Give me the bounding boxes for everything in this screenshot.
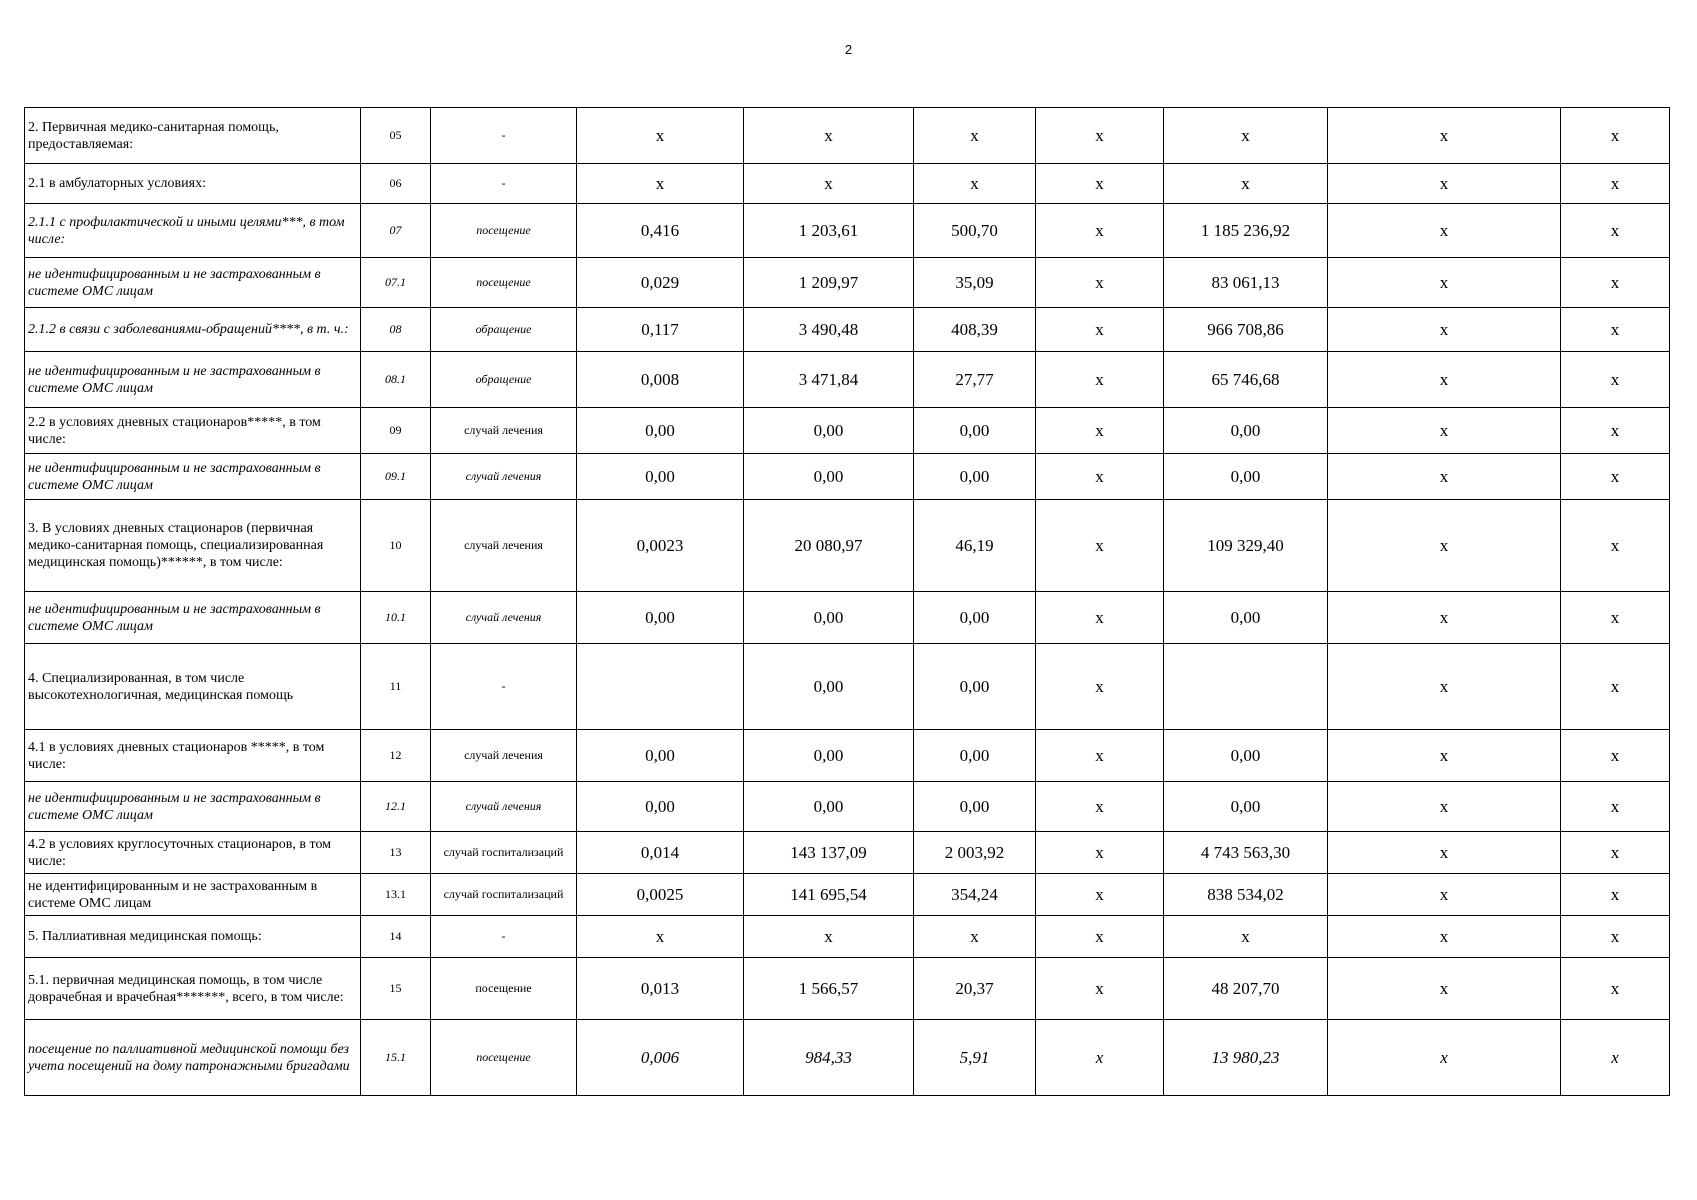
row-unit-cell: -	[431, 916, 577, 958]
row-unit-cell: случай госпитализаций	[431, 832, 577, 874]
value-cell: x	[1328, 164, 1561, 204]
value-cell: x	[1328, 874, 1561, 916]
row-name-cell: не идентифицированным и не застрахованным в системе ОМС лицам	[25, 782, 361, 832]
value-cell: x	[1561, 782, 1670, 832]
table-row	[25, 500, 1670, 592]
row-code-cell: 15	[361, 958, 431, 1020]
value-cell: 0,00	[1164, 782, 1328, 832]
value-cell: 13 980,23	[1164, 1020, 1328, 1096]
value-cell: 0,0025	[577, 874, 744, 916]
table-row	[25, 874, 1670, 916]
value-cell: x	[1328, 408, 1561, 454]
value-cell: 0,00	[744, 644, 914, 730]
value-cell: 0,00	[744, 408, 914, 454]
value-cell: x	[1328, 1020, 1561, 1096]
value-cell: 0,00	[914, 782, 1036, 832]
value-cell: 354,24	[914, 874, 1036, 916]
value-cell: x	[1036, 730, 1164, 782]
value-cell: 0,00	[1164, 592, 1328, 644]
value-cell: x	[1561, 730, 1670, 782]
value-cell: 0,00	[744, 782, 914, 832]
table-row	[25, 164, 1670, 204]
value-cell: x	[1036, 352, 1164, 408]
table-row	[25, 916, 1670, 958]
value-cell: x	[914, 164, 1036, 204]
value-cell: 0,008	[577, 352, 744, 408]
value-cell: 500,70	[914, 204, 1036, 258]
value-cell: x	[1328, 958, 1561, 1020]
value-cell: x	[914, 916, 1036, 958]
value-cell: 0,00	[744, 730, 914, 782]
value-cell: x	[1036, 592, 1164, 644]
value-cell: x	[1036, 164, 1164, 204]
row-unit-cell: обращение	[431, 352, 577, 408]
value-cell: x	[1328, 308, 1561, 352]
value-cell: 0,00	[914, 408, 1036, 454]
value-cell: x	[1561, 592, 1670, 644]
value-cell: 3 471,84	[744, 352, 914, 408]
row-code-cell: 12	[361, 730, 431, 782]
value-cell: 0,029	[577, 258, 744, 308]
row-unit-cell: посещение	[431, 958, 577, 1020]
value-cell: x	[577, 916, 744, 958]
value-cell: 0,416	[577, 204, 744, 258]
row-name-cell: не идентифицированным и не застрахованным в системе ОМС лицам	[25, 874, 361, 916]
value-cell: 0,00	[1164, 408, 1328, 454]
row-unit-cell: -	[431, 164, 577, 204]
value-cell: 1 185 236,92	[1164, 204, 1328, 258]
table-row	[25, 454, 1670, 500]
value-cell: 0,00	[744, 592, 914, 644]
value-cell: 83 061,13	[1164, 258, 1328, 308]
value-cell: x	[1561, 308, 1670, 352]
row-unit-cell: случай лечения	[431, 408, 577, 454]
row-unit-cell: случай лечения	[431, 592, 577, 644]
row-unit-cell: случай лечения	[431, 730, 577, 782]
value-cell: 4 743 563,30	[1164, 832, 1328, 874]
value-cell: x	[1036, 204, 1164, 258]
row-name-cell: не идентифицированным и не застрахованным в системе ОМС лицам	[25, 454, 361, 500]
value-cell: 984,33	[744, 1020, 914, 1096]
value-cell: 27,77	[914, 352, 1036, 408]
value-cell: 35,09	[914, 258, 1036, 308]
table-row	[25, 832, 1670, 874]
row-name-cell: 4. Специализированная, в том числе высокотехнологичная, медицинская помощь	[25, 644, 361, 730]
table-row	[25, 352, 1670, 408]
value-cell: x	[1036, 782, 1164, 832]
row-code-cell: 08.1	[361, 352, 431, 408]
value-cell: x	[1036, 874, 1164, 916]
row-name-cell: 2.1 в амбулаторных условиях:	[25, 164, 361, 204]
value-cell: 1 209,97	[744, 258, 914, 308]
row-unit-cell: случай лечения	[431, 500, 577, 592]
value-cell: x	[1328, 500, 1561, 592]
row-name-cell: 4.1 в условиях дневных стационаров *****, в том числе:	[25, 730, 361, 782]
value-cell: x	[1561, 108, 1670, 164]
table-row	[25, 408, 1670, 454]
value-cell: 838 534,02	[1164, 874, 1328, 916]
value-cell: x	[1036, 916, 1164, 958]
row-code-cell: 13.1	[361, 874, 431, 916]
row-unit-cell: случай лечения	[431, 454, 577, 500]
table-body	[25, 108, 1670, 1096]
value-cell: x	[744, 916, 914, 958]
value-cell: 0,00	[577, 730, 744, 782]
table-row	[25, 1020, 1670, 1096]
row-name-cell: не идентифицированным и не застрахованным в системе ОМС лицам	[25, 352, 361, 408]
value-cell: 0,014	[577, 832, 744, 874]
value-cell: x	[1036, 644, 1164, 730]
value-cell: 3 490,48	[744, 308, 914, 352]
row-unit-cell: случай лечения	[431, 782, 577, 832]
value-cell: x	[1561, 832, 1670, 874]
value-cell: x	[1036, 108, 1164, 164]
value-cell: 48 207,70	[1164, 958, 1328, 1020]
table-row	[25, 258, 1670, 308]
row-code-cell: 09	[361, 408, 431, 454]
value-cell: x	[1561, 204, 1670, 258]
value-cell: x	[1561, 352, 1670, 408]
table-row	[25, 644, 1670, 730]
row-code-cell: 09.1	[361, 454, 431, 500]
value-cell: 20 080,97	[744, 500, 914, 592]
value-cell: 109 329,40	[1164, 500, 1328, 592]
value-cell: 0,00	[577, 592, 744, 644]
table-row	[25, 958, 1670, 1020]
value-cell: 20,37	[914, 958, 1036, 1020]
value-cell: x	[1164, 108, 1328, 164]
row-code-cell: 06	[361, 164, 431, 204]
value-cell: 65 746,68	[1164, 352, 1328, 408]
value-cell: 0,00	[577, 782, 744, 832]
value-cell	[577, 644, 744, 730]
value-cell: x	[744, 164, 914, 204]
row-unit-cell: посещение	[431, 204, 577, 258]
value-cell: 0,006	[577, 1020, 744, 1096]
row-name-cell: 3. В условиях дневных стационаров (первичная медико-санитарная помощь, специализированная медицинская помощь)******, в том числе:	[25, 500, 361, 592]
value-cell: x	[1328, 108, 1561, 164]
value-cell: 0,0023	[577, 500, 744, 592]
row-unit-cell: -	[431, 644, 577, 730]
table-row	[25, 108, 1670, 164]
table-row	[25, 592, 1670, 644]
value-cell: 46,19	[914, 500, 1036, 592]
row-unit-cell: -	[431, 108, 577, 164]
row-name-cell: 2.1.1 с профилактической и иными целями***, в том числе:	[25, 204, 361, 258]
table-row	[25, 308, 1670, 352]
value-cell: x	[577, 164, 744, 204]
value-cell: 0,00	[1164, 730, 1328, 782]
value-cell: x	[1164, 916, 1328, 958]
row-name-cell: 2.1.2 в связи с заболеваниями-обращений****, в т. ч.:	[25, 308, 361, 352]
table-row	[25, 204, 1670, 258]
row-code-cell: 08	[361, 308, 431, 352]
value-cell: x	[1328, 782, 1561, 832]
value-cell: x	[1561, 408, 1670, 454]
row-name-cell: 5.1. первичная медицинская помощь, в том числе доврачебная и врачебная*******, всего, в том числе:	[25, 958, 361, 1020]
value-cell: x	[1328, 644, 1561, 730]
value-cell: x	[1561, 958, 1670, 1020]
value-cell: x	[577, 108, 744, 164]
value-cell: x	[1036, 832, 1164, 874]
row-code-cell: 10	[361, 500, 431, 592]
value-cell: 143 137,09	[744, 832, 914, 874]
row-name-cell: посещение по паллиативной медицинской помощи без учета посещений на дому патронажными бригадами	[25, 1020, 361, 1096]
value-cell: x	[1328, 258, 1561, 308]
value-cell: x	[1561, 1020, 1670, 1096]
row-code-cell: 05	[361, 108, 431, 164]
row-unit-cell: случай госпитализаций	[431, 874, 577, 916]
page-number: 2	[844, 42, 853, 57]
value-cell: x	[1328, 832, 1561, 874]
row-unit-cell: обращение	[431, 308, 577, 352]
value-cell: 0,00	[914, 644, 1036, 730]
row-code-cell: 10.1	[361, 592, 431, 644]
value-cell: 0,00	[914, 454, 1036, 500]
value-cell	[1164, 644, 1328, 730]
value-cell: 0,00	[577, 454, 744, 500]
value-cell: x	[1561, 500, 1670, 592]
value-cell: x	[1328, 352, 1561, 408]
row-name-cell: 5. Паллиативная медицинская помощь:	[25, 916, 361, 958]
value-cell: 1 566,57	[744, 958, 914, 1020]
row-name-cell: не идентифицированным и не застрахованным в системе ОМС лицам	[25, 258, 361, 308]
value-cell: x	[1036, 454, 1164, 500]
value-cell: 1 203,61	[744, 204, 914, 258]
value-cell: 0,00	[914, 730, 1036, 782]
row-name-cell: 2. Первичная медико-санитарная помощь, предоставляемая:	[25, 108, 361, 164]
value-cell: x	[1328, 730, 1561, 782]
value-cell: x	[1328, 916, 1561, 958]
value-cell: x	[1561, 454, 1670, 500]
value-cell: 0,117	[577, 308, 744, 352]
row-name-cell: не идентифицированным и не застрахованным в системе ОМС лицам	[25, 592, 361, 644]
row-code-cell: 12.1	[361, 782, 431, 832]
row-code-cell: 14	[361, 916, 431, 958]
value-cell: x	[1036, 258, 1164, 308]
value-cell: 0,00	[577, 408, 744, 454]
value-cell: x	[1164, 164, 1328, 204]
row-unit-cell: посещение	[431, 1020, 577, 1096]
value-cell: 0,00	[1164, 454, 1328, 500]
row-name-cell: 2.2 в условиях дневных стационаров*****, в том числе:	[25, 408, 361, 454]
value-cell: x	[1561, 874, 1670, 916]
value-cell: 5,91	[914, 1020, 1036, 1096]
row-unit-cell: посещение	[431, 258, 577, 308]
table-row	[25, 782, 1670, 832]
value-cell: x	[1036, 1020, 1164, 1096]
row-code-cell: 11	[361, 644, 431, 730]
value-cell: x	[1561, 164, 1670, 204]
value-cell: x	[1561, 258, 1670, 308]
row-code-cell: 07.1	[361, 258, 431, 308]
value-cell: 141 695,54	[744, 874, 914, 916]
value-cell: x	[1561, 644, 1670, 730]
value-cell: x	[914, 108, 1036, 164]
value-cell: x	[744, 108, 914, 164]
value-cell: x	[1328, 592, 1561, 644]
value-cell: x	[1328, 454, 1561, 500]
row-code-cell: 07	[361, 204, 431, 258]
value-cell: x	[1036, 500, 1164, 592]
value-cell: x	[1561, 916, 1670, 958]
value-cell: 408,39	[914, 308, 1036, 352]
table-row	[25, 730, 1670, 782]
value-cell: 2 003,92	[914, 832, 1036, 874]
row-code-cell: 13	[361, 832, 431, 874]
value-cell: 966 708,86	[1164, 308, 1328, 352]
row-name-cell: 4.2 в условиях круглосуточных стационаров, в том числе:	[25, 832, 361, 874]
value-cell: 0,00	[744, 454, 914, 500]
value-cell: x	[1036, 408, 1164, 454]
value-cell: 0,00	[914, 592, 1036, 644]
value-cell: 0,013	[577, 958, 744, 1020]
medical-care-table	[24, 107, 1670, 1096]
row-code-cell: 15.1	[361, 1020, 431, 1096]
value-cell: x	[1036, 958, 1164, 1020]
value-cell: x	[1328, 204, 1561, 258]
value-cell: x	[1036, 308, 1164, 352]
